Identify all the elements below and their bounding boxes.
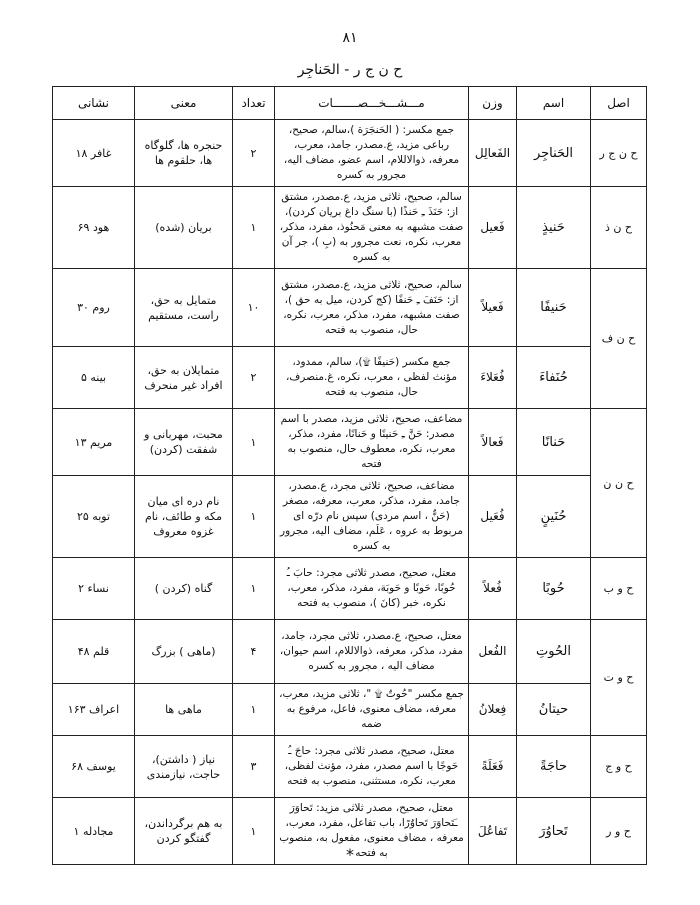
- header-root: اصل: [591, 87, 647, 120]
- word-cell: الحُوتِ: [517, 620, 591, 684]
- meaning-cell: متمایلان به حق، افراد غیر منحرف: [135, 347, 233, 409]
- description-cell: معتل، صحیح، ع.مصدر، ثلاثی مجرد، جامد، مفرد، مذکر، معرفه، ذوالاللام، اسم حیوان، مضاف الیه ، مجرور به کسره: [275, 620, 469, 684]
- word-cell: الحَناجِر: [517, 120, 591, 187]
- reference-cell: بینه ۵: [53, 347, 135, 409]
- description-cell: معتل، صحیح، مصدر ثلاثی مجرد: حاجَ ـُ حَوجًا با اسم مصدر، مفرد، مؤنث لفظی، معرب، نکره، مستثنی، منصوب به فتحه: [275, 736, 469, 798]
- description-cell: جمع مکسر "حُوتٌ ۩ "، ثلاثی مزید، معرب، معرفه، مضاف معنوی، فاعل، مرفوع به ضمه: [275, 684, 469, 736]
- pattern-cell: فَعَلَةً: [469, 736, 517, 798]
- count-cell: ۴: [233, 620, 275, 684]
- meaning-cell: (ماهی ) بزرگ: [135, 620, 233, 684]
- count-cell: ۲: [233, 347, 275, 409]
- description-cell: مضاعف، صحیح، ثلاثی مجرد، ع.مصدر، جامد، مفرد، مذکر، معرب، معرفه، مصغر (حَنٌّ ، اسم مردی) سپس نام درّه ای مربوط به عروه ، عَلَم، مضاف الیه، مجرور به کسره: [275, 476, 469, 558]
- pattern-cell: فُعلاً: [469, 558, 517, 620]
- root-cell: ح و ر: [591, 798, 647, 865]
- reference-cell: توبه ۲۵: [53, 476, 135, 558]
- lexicon-table: [52, 86, 647, 865]
- count-cell: ۱: [233, 187, 275, 269]
- pattern-cell: فُعَیل: [469, 476, 517, 558]
- meaning-cell: ماهی ها: [135, 684, 233, 736]
- header-meaning: معنی: [135, 87, 233, 120]
- word-cell: حاجَةً: [517, 736, 591, 798]
- header-row: [53, 87, 647, 120]
- pattern-cell: فَعیلاً: [469, 269, 517, 347]
- word-cell: حَنیذٍ: [517, 187, 591, 269]
- word-cell: حَنیفًا: [517, 269, 591, 347]
- pattern-cell: فِعلانُ: [469, 684, 517, 736]
- header-reference: نشانی: [53, 87, 135, 120]
- header-pattern: وزن: [469, 87, 517, 120]
- count-cell: ۳: [233, 736, 275, 798]
- reference-cell: نساء ۲: [53, 558, 135, 620]
- reference-cell: اعراف ۱۶۳: [53, 684, 135, 736]
- meaning-cell: محبت، مهربانی و شفقت (کردن): [135, 409, 233, 476]
- root-cell: ح ن ن: [591, 409, 647, 558]
- description-cell: سالم، صحیح، ثلاثی مزید، ع.مصدر، مشتق از: حَنَذَ ـِ حَنذًا (با سنگ داغ بریان کردن)، صفت مشبهه به معنی مَحنُوذ، مفرد، مذکر، معرب، نکره، نعت مجرور به (بِ )، جر آن به کسره: [275, 187, 469, 269]
- description-cell: سالم، صحیح، ثلاثی مزید، ع.مصدر، مشتق از: حَنَفَ ـِ حَنفًا (کج کردن، میل به حق )، صفت مشبهه، مفرد، مذکر، معرب، نکره، حال، منصوب به فتحه: [275, 269, 469, 347]
- pattern-cell: فَعیل: [469, 187, 517, 269]
- header-description: مـــشـــخـــصـــــــات: [275, 87, 469, 120]
- table-row: [53, 736, 647, 798]
- reference-cell: غافر ۱۸: [53, 120, 135, 187]
- root-cell: ح و ج: [591, 736, 647, 798]
- word-cell: حَنانًا: [517, 409, 591, 476]
- count-cell: ۱: [233, 558, 275, 620]
- count-cell: ۱: [233, 684, 275, 736]
- reference-cell: یوسف ۶۸: [53, 736, 135, 798]
- description-cell: جمع مکسر: ( الحَنجَرَة )،سالم، صحیح، رباعی مزید، ع.مصدر، جامد، معرب، معرفه، ذوالاللام، اسم عضو، مضاف الیه، مجرور به کسره: [275, 120, 469, 187]
- description-cell: جمع مکسر (حَنیفًا ۩)، سالم، ممدود، مؤنث لفظی ، معرب، نکره، غ.منصرف، حال، منصوب به فتحه: [275, 347, 469, 409]
- root-cell: ح و ت: [591, 620, 647, 736]
- pattern-cell: تَفاعُلَ: [469, 798, 517, 865]
- description-cell: مضاعف، صحیح، ثلاثی مزید، مصدر با اسم مصدر: حَنَّ ـِ حَنینًا و حَنانًا، مفرد، مذکر، معرب، نکره، معطوف حال، منصوب به فتحه: [275, 409, 469, 476]
- count-cell: ۲: [233, 120, 275, 187]
- meaning-cell: حنجره ها، گلوگاه ها، حلقوم ها: [135, 120, 233, 187]
- root-cell: ح ن ذ: [591, 187, 647, 269]
- header-word: اسم: [517, 87, 591, 120]
- meaning-cell: به هم برگرداندن، گفتگو کردن: [135, 798, 233, 865]
- reference-cell: مجادله ۱: [53, 798, 135, 865]
- pattern-cell: الفُعل: [469, 620, 517, 684]
- reference-cell: هود ۶۹: [53, 187, 135, 269]
- count-cell: ۱: [233, 798, 275, 865]
- table-row: [53, 347, 647, 409]
- footer-mark: *: [346, 845, 354, 864]
- table-row: [53, 558, 647, 620]
- root-cell: ح و ب: [591, 558, 647, 620]
- header-count: تعداد: [233, 87, 275, 120]
- root-cell: ح ن ج ر: [591, 120, 647, 187]
- page-number: ۸۱: [342, 30, 358, 46]
- page-title: ح ن ج ر - الحَناجِر: [297, 62, 403, 78]
- table-row: [53, 409, 647, 476]
- word-cell: حُنَفاءَ: [517, 347, 591, 409]
- meaning-cell: گناه (کردن ): [135, 558, 233, 620]
- pattern-cell: فَعالاً: [469, 409, 517, 476]
- table-row: [53, 187, 647, 269]
- table-row: [53, 620, 647, 684]
- reference-cell: قلم ۴۸: [53, 620, 135, 684]
- table-row: [53, 120, 647, 187]
- pattern-cell: فُعَلاءَ: [469, 347, 517, 409]
- word-cell: حیتانُ: [517, 684, 591, 736]
- word-cell: حُنَینٍ: [517, 476, 591, 558]
- reference-cell: روم ۳۰: [53, 269, 135, 347]
- count-cell: ۱: [233, 476, 275, 558]
- meaning-cell: بریان (شده): [135, 187, 233, 269]
- word-cell: تَحاوُرَ: [517, 798, 591, 865]
- reference-cell: مریم ۱۳: [53, 409, 135, 476]
- word-cell: حُوبًا: [517, 558, 591, 620]
- table-row: [53, 269, 647, 347]
- table-row: [53, 684, 647, 736]
- count-cell: ۱۰: [233, 269, 275, 347]
- description-cell: معتل، صحیح، مصدر ثلاثی مجرد: حابَ ـُ حُوبًا، حَوبًا و حَوبَة، مفرد، مذکر، معرب، نکره، خبر (کانَ )، منصوب به فتحه: [275, 558, 469, 620]
- pattern-cell: الفَعالِل: [469, 120, 517, 187]
- meaning-cell: نام دره ای میان مکه و طائف، نام غزوه معروف: [135, 476, 233, 558]
- meaning-cell: نیاز ( داشتن)، حاجت، نیازمندی: [135, 736, 233, 798]
- root-cell: ح ن ف: [591, 269, 647, 409]
- count-cell: ۱: [233, 409, 275, 476]
- meaning-cell: متمایل به حق، راست، مستقیم: [135, 269, 233, 347]
- description-cell: معتل، صحیح، مصدر ثلاثی مزید: تَحاوَرَ ـَتَحاوَرَ تَحاوُرًا، باب تفاعل، مفرد، معرب، معرفه ، مضاف معنوی، مفعول به، منصوب به فتحه: [275, 798, 469, 865]
- table-row: [53, 476, 647, 558]
